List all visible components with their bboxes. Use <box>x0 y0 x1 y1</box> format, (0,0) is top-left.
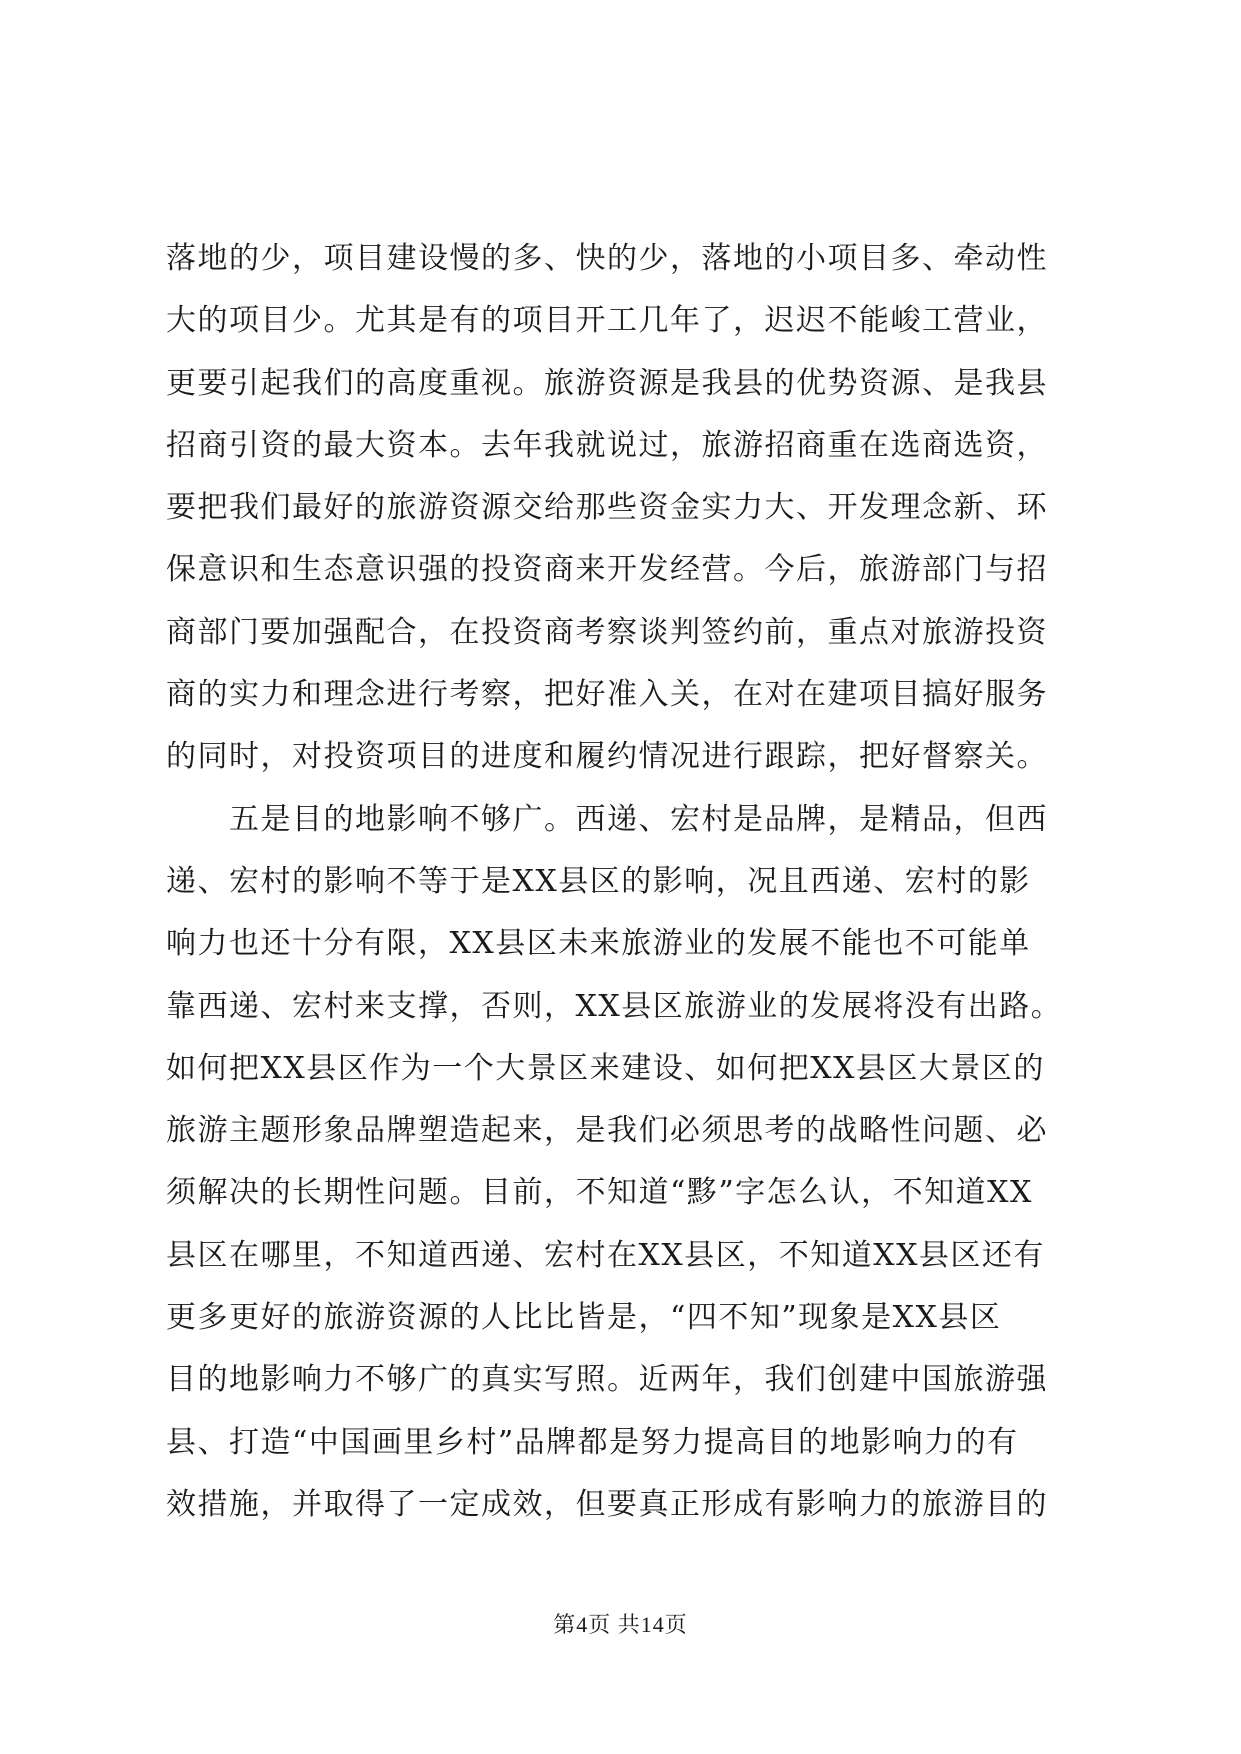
text-line: 更要引起我们的高度重视。旅游资源是我县的优势资源、是我县 <box>166 365 1048 401</box>
text-line: 县区在哪里，不知道西递、宏村在XX县区，不知道XX县区还有 <box>166 1237 1045 1273</box>
text-line: 商的实力和理念进行考察，把好准入关，在对在建项目搞好服务 <box>166 677 1048 713</box>
text-line: 靠西递、宏村来支撑，否则，XX县区旅游业的发展将没有出路。 <box>166 988 1063 1024</box>
document-body <box>166 228 1076 1536</box>
text-line: 招商引资的最大资本。去年我就说过，旅游招商重在选商选资， <box>166 427 1048 463</box>
text-line: 县、打造“中国画里乡村”品牌都是努力提高目的地影响力的有 <box>166 1424 1019 1460</box>
text-line: 五是目的地影响不够广。西递、宏村是品牌，是精品，但西 <box>166 801 1048 837</box>
text-line: 效措施，并取得了一定成效，但要真正形成有影响力的旅游目的 <box>166 1486 1048 1522</box>
text-line: 须解决的长期性问题。目前，不知道“黟”字怎么认，不知道XX <box>166 1175 1033 1211</box>
text-line: 旅游主题形象品牌塑造起来，是我们必须思考的战略性问题、必 <box>166 1113 1048 1149</box>
text-line: 落地的少，项目建设慢的多、快的少，落地的小项目多、牵动性 <box>166 241 1048 276</box>
text-line: 要把我们最好的旅游资源交给那些资金实力大、开发理念新、环 <box>166 490 1048 526</box>
text-line: 响力也还十分有限，XX县区未来旅游业的发展不能也不可能单 <box>166 926 1031 962</box>
text-line: 如何把XX县区作为一个大景区来建设、如何把XX县区大景区的 <box>166 1050 1045 1086</box>
text-line: 大的项目少。尤其是有的项目开工几年了，迟迟不能峻工营业， <box>166 303 1048 339</box>
text-line: 目的地影响力不够广的真实写照。近两年，我们创建中国旅游强 <box>166 1362 1048 1398</box>
text-line: 保意识和生态意识强的投资商来开发经营。今后，旅游部门与招 <box>166 552 1048 588</box>
page-footer <box>0 1608 1241 1639</box>
paragraph-1 <box>166 228 1076 789</box>
paragraph-2 <box>166 789 1076 1537</box>
text-line: 的同时，对投资项目的进度和履约情况进行跟踪，把好督察关。 <box>166 739 1048 775</box>
text-line: 商部门要加强配合，在投资商考察谈判签约前，重点对旅游投资 <box>166 614 1048 650</box>
text-line: 递、宏村的影响不等于是XX县区的影响，况且西递、宏村的影 <box>166 863 1031 899</box>
text-line: 更多更好的旅游资源的人比比皆是，“四不知”现象是XX县区 <box>166 1300 1002 1336</box>
page-number: 第4页 共14页 <box>553 1612 688 1637</box>
